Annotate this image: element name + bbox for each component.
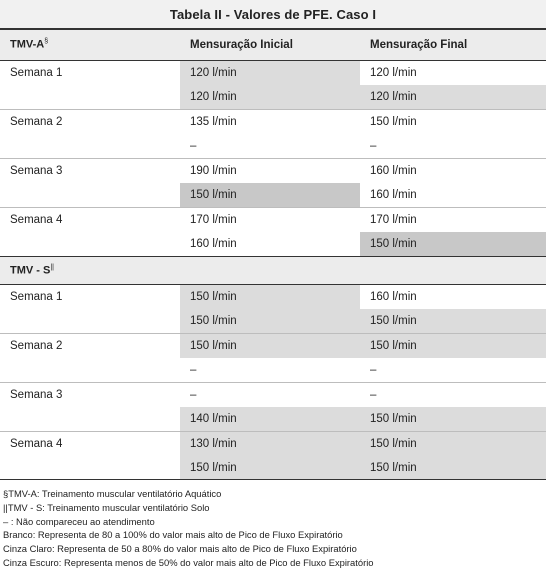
table-row (0, 158, 546, 183)
footnote-line: Cinza Escuro: Representa menos de 50% do valor mais alto de Pico de Fluxo Expiratório (3, 556, 374, 568)
table-row (0, 431, 546, 456)
footnote-line: §TMV-A: Treinamento muscular ventilatório Aquático (3, 488, 222, 499)
group2-body (0, 284, 546, 480)
table-row (0, 333, 546, 358)
final-value-cell: 150 l/min (360, 232, 546, 257)
initial-value-cell: 160 l/min (180, 232, 360, 257)
week-cell: Semana 4 (0, 431, 180, 456)
group1-header (0, 30, 180, 60)
table-title: Tabela II - Valores de PFE. Caso I (0, 0, 546, 30)
week-cell: Semana 1 (0, 284, 180, 309)
final-value-cell: 120 l/min (360, 85, 546, 110)
final-value-cell: 150 l/min (360, 333, 546, 358)
final-value-cell: 160 l/min (360, 284, 546, 309)
initial-value-cell: – (180, 358, 360, 383)
initial-value-cell: 150 l/min (180, 333, 360, 358)
week-cell (0, 232, 180, 257)
week-cell: Semana 3 (0, 382, 180, 407)
week-cell: Semana 1 (0, 60, 180, 85)
table-row (0, 85, 546, 110)
footnote-line: Cinza Claro: Representa de 50 a 80% do valor mais alto de Pico de Fluxo Expiratório (3, 543, 357, 555)
group2-sup: || (50, 263, 54, 271)
table-row (0, 183, 546, 208)
final-value-cell: 150 l/min (360, 431, 546, 456)
initial-value-cell: – (180, 382, 360, 407)
table-row (0, 60, 546, 85)
final-value-cell: 150 l/min (360, 456, 546, 481)
initial-value-cell: 150 l/min (180, 284, 360, 309)
table-bottom-rule (0, 479, 546, 480)
initial-value-cell: 170 l/min (180, 207, 360, 232)
initial-value-cell: 135 l/min (180, 109, 360, 134)
initial-value-cell: 150 l/min (180, 183, 360, 208)
group1-label: TMV-A (10, 39, 45, 52)
group2-header (0, 256, 546, 284)
group1-body (0, 60, 546, 256)
col-final-header: Mensuração Final (370, 38, 468, 51)
header-row-group2 (0, 256, 546, 284)
final-value-cell: 160 l/min (360, 183, 546, 208)
week-cell (0, 134, 180, 159)
table-row (0, 207, 546, 232)
col-initial-header: Mensuração Inicial (190, 38, 293, 51)
final-value-cell: 120 l/min (360, 60, 546, 85)
footnote-line: ||TMV - S: Treinamento muscular ventilatório Solo (3, 501, 210, 513)
header-row-group1 (0, 30, 546, 60)
initial-value-cell: – (180, 134, 360, 159)
footnote-line: – : Não compareceu ao atendimento (3, 515, 155, 527)
week-cell (0, 358, 180, 383)
week-cell (0, 456, 180, 481)
final-value-cell: 170 l/min (360, 207, 546, 232)
table-row (0, 456, 546, 481)
table-row (0, 309, 546, 334)
table-row (0, 232, 546, 257)
week-cell: Semana 3 (0, 158, 180, 183)
pfe-table (0, 30, 546, 480)
final-value-cell: 150 l/min (360, 109, 546, 134)
footnote-line: Branco: Representa de 80 a 100% do valor mais alto de Pico de Fluxo Expiratório (3, 529, 343, 541)
initial-value-cell: 120 l/min (180, 60, 360, 85)
table-row (0, 382, 546, 407)
table-row (0, 358, 546, 383)
week-cell (0, 183, 180, 208)
final-value-cell: – (360, 382, 546, 407)
final-value-cell: 150 l/min (360, 407, 546, 432)
week-cell: Semana 4 (0, 207, 180, 232)
final-value-cell: 150 l/min (360, 309, 546, 334)
final-value-cell: – (360, 134, 546, 159)
final-value-cell: – (360, 358, 546, 383)
initial-value-cell: 140 l/min (180, 407, 360, 432)
final-value-cell: 160 l/min (360, 158, 546, 183)
initial-value-cell: 150 l/min (180, 456, 360, 481)
initial-value-cell: 190 l/min (180, 158, 360, 183)
week-cell: Semana 2 (0, 333, 180, 358)
group2-label: TMV - S (10, 264, 51, 277)
week-cell: Semana 2 (0, 109, 180, 134)
initial-value-cell: 130 l/min (180, 431, 360, 456)
initial-value-cell: 150 l/min (180, 309, 360, 334)
footnotes (3, 487, 374, 570)
week-cell (0, 309, 180, 334)
week-cell (0, 407, 180, 432)
table-row (0, 284, 546, 309)
week-cell (0, 85, 180, 110)
table-row (0, 109, 546, 134)
table-row (0, 134, 546, 159)
table-row (0, 407, 546, 432)
group1-sup: § (44, 38, 49, 46)
initial-value-cell: 120 l/min (180, 85, 360, 110)
